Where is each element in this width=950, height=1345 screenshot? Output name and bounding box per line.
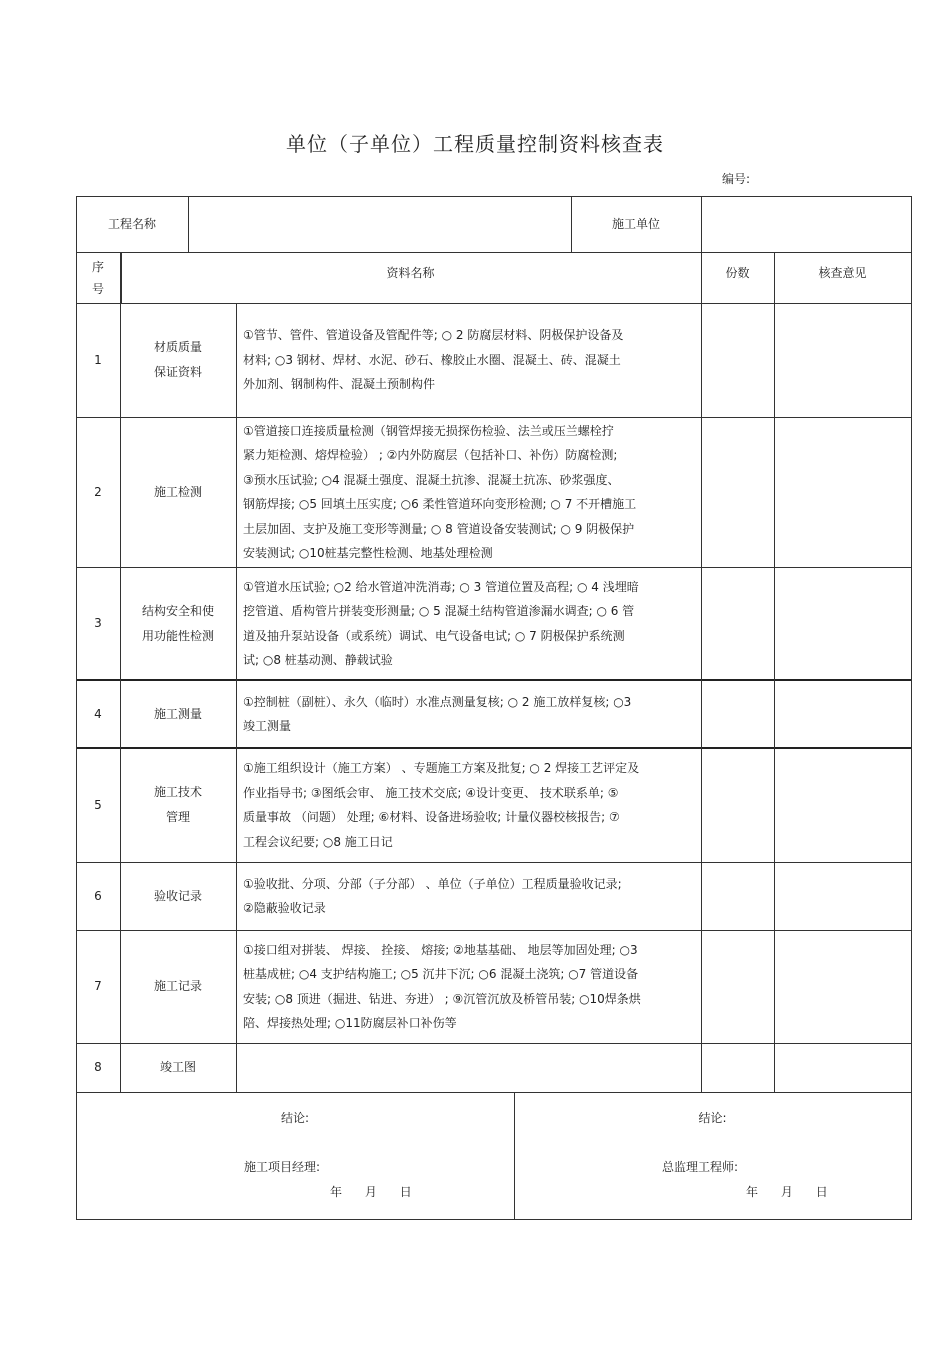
row-name <box>120 748 236 862</box>
row-name <box>120 1043 236 1092</box>
row-content <box>236 930 701 1043</box>
row-copies-field[interactable] <box>701 303 774 417</box>
row-content-line: 外加剂、钢制构件、混凝土预制构件 <box>243 377 436 392</box>
row-name-line: 竣工图 <box>159 1060 196 1074</box>
row-name-line: 管理 <box>165 810 190 824</box>
row-opinion-field[interactable] <box>774 417 911 567</box>
grid-line <box>911 196 912 1220</box>
row-name-line: 结构安全和使 <box>141 603 214 618</box>
chief-supervisor-label: 总监理工程师: <box>662 1160 739 1174</box>
row-opinion-field[interactable] <box>774 748 911 862</box>
row-name-line: 材质质量 <box>153 340 202 354</box>
row-content-line: 紧力矩检测、熔焊检验） ; ②内外防腐层（包括补口、补伤）防腐检测; <box>243 448 618 462</box>
row-content <box>236 567 701 680</box>
row-number: 6 <box>94 888 102 903</box>
seq-header <box>76 252 120 303</box>
row-number: 2 <box>94 484 102 499</box>
row-content-line: 挖管道、盾构管片拼装变形测量; ○ 5 混凝土结构管道渗漏水调查; ○ 6 管 <box>243 604 635 618</box>
row-content <box>236 748 701 862</box>
row-content-line: ①接口组对拼装、 焊接、 拴接、 熔接; ②地基基础、 地层等加固处理; ○3 <box>243 942 638 957</box>
row-number: 7 <box>94 979 102 994</box>
row-content-line: 质量事故 （问题） 处理; ⑥材料、设备进场验收; 计量仪器校核报告; ⑦ <box>243 810 620 824</box>
row-name <box>120 567 236 680</box>
row-content-line: 作业指导书; ③图纸会审、 施工技术交底; ④设计变更、 技术联系单; ⑤ <box>243 785 619 800</box>
row-copies-field[interactable] <box>701 680 774 748</box>
row-number: 8 <box>94 1060 102 1075</box>
row-copies-field[interactable] <box>701 567 774 680</box>
row-copies-field[interactable] <box>701 417 774 567</box>
row-number: 1 <box>94 352 102 367</box>
row-number: 4 <box>94 706 102 721</box>
row-content-line: 试; ○8 桩基动测、静载试验 <box>243 653 393 667</box>
row-name <box>120 417 236 567</box>
row-number: 5 <box>94 797 102 812</box>
grid-line <box>76 1219 912 1220</box>
row-opinion-field[interactable] <box>774 680 911 748</box>
left-conclusion-label: 结论: <box>280 1110 310 1125</box>
row-name-line: 保证资料 <box>153 365 202 379</box>
row-content <box>236 862 701 930</box>
row-opinion-field[interactable] <box>774 303 911 417</box>
row-copies-field[interactable] <box>701 930 774 1043</box>
row-content-line: 土层加固、支护及施工变形等测量; ○ 8 管道设备安装测试; ○ 9 阴极保护 <box>243 521 635 536</box>
row-content-line: ②隐蔽验收记录 <box>243 901 326 915</box>
material-name-header: 资料名称 <box>386 265 435 280</box>
row-content <box>236 303 701 417</box>
row-opinion-field[interactable] <box>774 1043 911 1092</box>
right-date-label: 年 月 日 <box>746 1185 828 1199</box>
construction-unit-field[interactable] <box>701 196 911 252</box>
row-copies-field[interactable] <box>701 748 774 862</box>
row-content-line: ①控制桩（副桩）、永久（临时）水准点测量复核; ○ 2 施工放样复核; ○3 <box>243 694 632 709</box>
row-content-line: 竣工测量 <box>243 719 292 733</box>
row-name-line: 施工测量 <box>153 706 202 721</box>
row-copies-field[interactable] <box>701 1043 774 1092</box>
row-name-line: 施工记录 <box>153 979 202 993</box>
row-content-line: 材料; ○3 钢材、焊材、水泥、砂石、橡胶止水圈、混凝土、砖、混凝土 <box>243 352 621 367</box>
row-name-line: 用功能性检测 <box>141 628 214 643</box>
grid-line <box>76 1092 912 1093</box>
project-name-label: 工程名称 <box>107 216 156 231</box>
row-content-line: 桩基成桩; ○4 支护结构施工; ○5 沉井下沉; ○6 混凝土浇筑; ○7 管道设备 <box>243 967 639 981</box>
row-content-line: 陪、焊接热处理; ○11防腐层补口补伤等 <box>243 1016 457 1030</box>
project-name-field[interactable] <box>188 196 571 252</box>
row-name-line: 施工检测 <box>153 484 202 499</box>
row-copies-field[interactable] <box>701 862 774 930</box>
row-name <box>120 303 236 417</box>
seq-header-top: 序 <box>91 259 104 274</box>
number-label: 编号: <box>722 172 751 186</box>
opinion-header: 核查意见 <box>818 265 867 280</box>
row-content-line: 钢筋焊接; ○5 回填土压实度; ○6 柔性管道环向变形检测; ○ 7 不开槽施工 <box>243 497 637 511</box>
row-content-line: ①管道接口连接质量检测（钢管焊接无损探伤检验、法兰或压兰螺栓拧 <box>243 423 614 438</box>
row-content <box>236 1043 701 1092</box>
row-opinion-field[interactable] <box>774 930 911 1043</box>
row-name <box>120 680 236 748</box>
page-title: 单位（子单位）工程质量控制资料核查表 <box>286 132 664 156</box>
row-content <box>236 417 701 567</box>
left-date-label: 年 月 日 <box>330 1185 412 1199</box>
row-content-line: 安装测试; ○10桩基完整性检测、地基处理检测 <box>243 546 493 560</box>
row-content-line: 安装; ○8 顶进（掘进、钻进、夯进） ; ⑨沉管沉放及桥管吊装; ○10焊条烘 <box>243 991 641 1006</box>
row-number: 3 <box>94 616 102 631</box>
row-content-line: ①管节、管件、管道设备及管配件等; ○ 2 防腐层材料、阴极保护设备及 <box>243 328 624 343</box>
row-content <box>236 680 701 748</box>
row-content-line: 道及抽升泵站设备（或系统）调试、电气设备电试; ○ 7 阴极保护系统测 <box>243 628 625 643</box>
seq-header-bottom: 号 <box>91 281 104 296</box>
row-opinion-field[interactable] <box>774 862 911 930</box>
row-content-line: ③预水压试验; ○4 混凝土强度、混凝土抗渗、混凝土抗冻、砂浆强度、 <box>243 472 620 487</box>
row-opinion-field[interactable] <box>774 567 911 680</box>
row-content-line: ①管道水压试验; ○2 给水管道冲洗消毒; ○ 3 管道位置及高程; ○ 4 浅埋暗 <box>243 579 639 594</box>
row-name <box>120 862 236 930</box>
right-conclusion-label: 结论: <box>698 1110 727 1125</box>
project-manager-label: 施工项目经理: <box>244 1160 321 1174</box>
row-content-line: ①施工组织设计（施工方案） 、专题施工方案及批复; ○ 2 焊接工艺评定及 <box>243 761 640 775</box>
row-name <box>120 930 236 1043</box>
row-content-line: 工程会议纪要; ○8 施工日记 <box>243 834 393 849</box>
row-content-line: ①验收批、分项、分部（子分部） 、单位（子单位）工程质量验收记录; <box>243 876 622 891</box>
copies-header: 份数 <box>725 265 750 280</box>
construction-unit-label: 施工单位 <box>611 216 660 231</box>
row-name-line: 验收记录 <box>153 888 202 903</box>
row-name-line: 施工技术 <box>153 785 202 799</box>
